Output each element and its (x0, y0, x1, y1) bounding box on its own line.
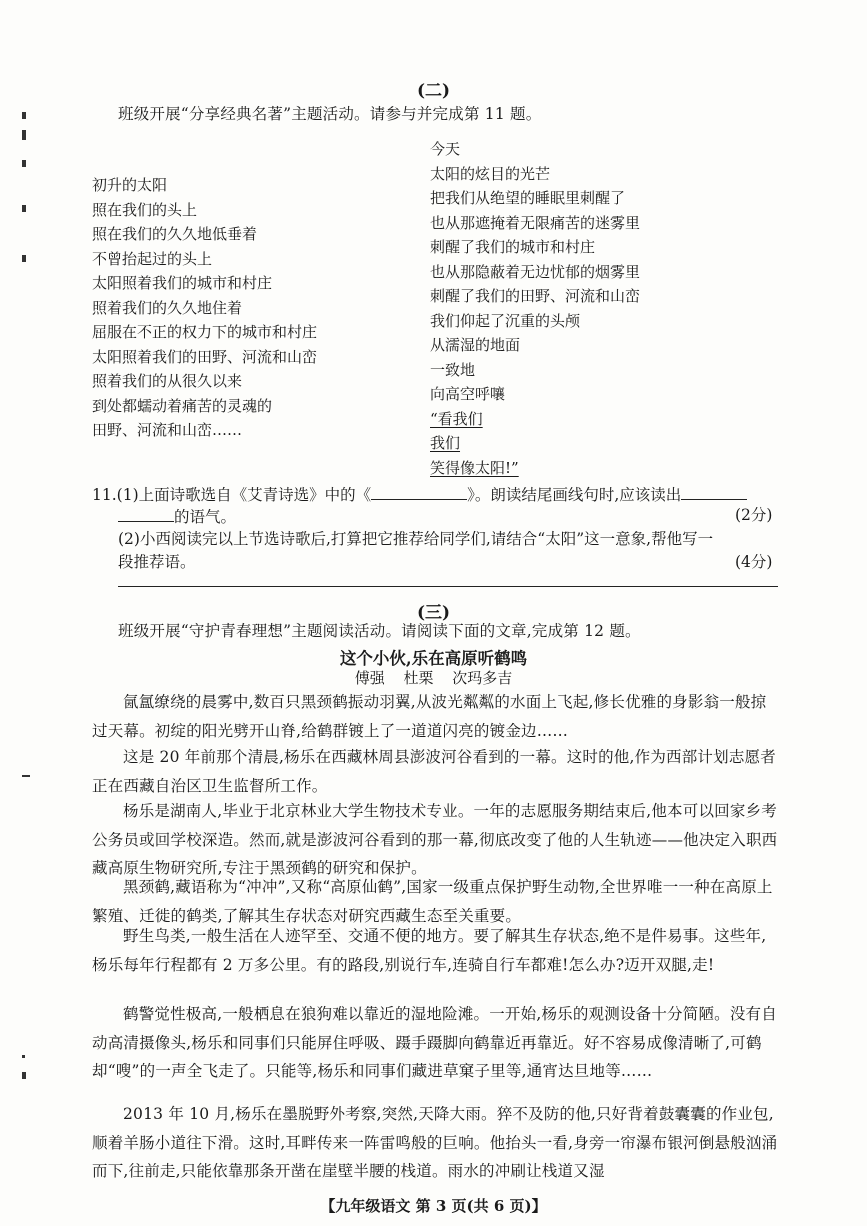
article-paragraph (92, 688, 782, 745)
question-number: 11. (92, 486, 117, 504)
poem-line: 也从那遮掩着无限痛苦的迷雾里 (430, 213, 641, 232)
answer-blank[interactable] (681, 481, 747, 500)
question-text: 的语气。 (174, 508, 237, 526)
question-11-part2: (2)小西阅读完以上节选诗歌后,打算把它推荐给同学们,请结合“太阳”这一意象,帮他写一 (118, 530, 714, 548)
poem-line: 照在我们的头上 (92, 200, 198, 219)
poem-line: 初升的太阳 (92, 176, 168, 194)
margin-mark (22, 160, 26, 167)
article-paragraph (92, 1100, 782, 1184)
poem-line: 田野、河流和山峦…… (92, 421, 243, 439)
paragraph-text: 这是 20 年前那个清晨,杨乐在西藏林周县澎波河谷看到的一幕。这时的他,作为西部计划志愿者正在西藏自治区卫生监督所工作。 (92, 748, 776, 795)
score-label: (4分) (735, 553, 773, 571)
poem-line: 屈服在不正的权力下的城市和村庄 (92, 323, 318, 341)
poem-line: 照在我们的久久地低垂着 (92, 225, 258, 243)
poem-line: 一致地 (430, 360, 476, 379)
poem-line: 太阳的炫目的光芒 (430, 164, 551, 183)
paragraph-text: 2013 年 10 月,杨乐在墨脱野外考察,突然,天降大雨。猝不及防的他,只好背着鼓囊囊的作业包,顺着羊肠小道往下滑。这时,耳畔传来一阵雷鸣般的巨响。他抬头一看,身旁一帘瀑布银河倒悬般汹涌而下,往前走,只能依靠那条开凿在崖壁半腰的栈道。雨水的冲刷让栈道又湿 (92, 1105, 778, 1181)
paragraph-text: 杨乐是湖南人,毕业于北京林业大学生物技术专业。一年的志愿服务期结束后,他本可以回家乡考公务员或回学校深造。然而,就是澎波河谷看到的那一幕,彻底改变了他的人生轨迹——他决定入职西藏高原生物研究所,专注于黑颈鹤的研究和保护。 (92, 802, 778, 878)
poem-line: 也从那隐蔽着无边忧郁的烟雾里 (430, 262, 641, 281)
poem-line: 刺醒了我们的城市和村庄 (430, 238, 596, 256)
answer-blank[interactable] (118, 503, 174, 522)
margin-mark (22, 205, 26, 212)
section-heading: (二) (416, 81, 451, 101)
section-intro: 班级开展“守护青春理想”主题阅读活动。请阅读下面的文章,完成第 12 题。 (118, 622, 641, 640)
poem-line-underlined: 笑得像太阳!” (430, 458, 519, 477)
question-text: (1)上面诗歌选自《艾青诗选》中的《 (116, 486, 372, 504)
poem-line: 我们仰起了沉重的头颅 (430, 311, 581, 330)
article-authors: 傅强 杜栗 次玛多吉 (354, 669, 513, 687)
paragraph-text: 鹤警觉性极高,一般栖息在狼狗难以靠近的湿地险滩。一开始,杨乐的观测设备十分简陋。没有自动高清摄像头,杨乐和同事们只能屏住呼吸、蹑手蹑脚向鹤靠近再靠近。好不容易成像清晰了,可鹤却“嗖”的一声全飞走了。只能等,杨乐和同事们藏进草窠子里等,通宵达旦地等…… (92, 1005, 777, 1081)
poem-line: 到处都蠕动着痛苦的灵魂的 (92, 396, 273, 415)
question-11-part1 (92, 481, 747, 505)
poem-line: 不曾抬起过的头上 (92, 249, 213, 268)
paragraph-text: 黑颈鹤,藏语称为“冲冲”,又称“高原仙鹤”,国家一级重点保护野生动物,全世界唯一一种在高原上繁殖、迁徙的鹤类,了解其生存状态对研究西藏生态至关重要。 (92, 878, 773, 925)
article-title: 这个小伙,乐在高原听鹤鸣 (339, 649, 528, 668)
poem-line: 刺醒了我们的田野、河流和山峦 (430, 287, 641, 305)
paragraph-text: 野生鸟类,一般生活在人迹罕至、交通不便的地方。要了解其生存状态,绝不是件易事。这些年,杨乐每年行程都有 2 万多公里。有的路段,别说行车,连骑自行车都难!怎么办?迈开双腿,走! (92, 927, 767, 974)
margin-mark (22, 1072, 26, 1079)
margin-mark (22, 112, 26, 119)
score-label: (2分) (735, 506, 773, 524)
answer-blank[interactable] (371, 481, 467, 500)
poem-line: 照着我们的从很久以来 (92, 372, 243, 390)
margin-mark (22, 1055, 25, 1058)
poem-line-underlined: “看我们 (430, 409, 483, 428)
poem-line: 太阳照着我们的城市和村庄 (92, 274, 273, 292)
poem-left (92, 173, 317, 443)
section-heading: (三) (416, 603, 451, 623)
paragraph-text: 氤氲缭绕的晨雾中,数百只黑颈鹤振动羽翼,从波光粼粼的水面上飞起,修长优雅的身影翁一般掠过天幕。初绽的阳光劈开山脊,给鹤群镀上了一道道闪亮的镀金边…… (92, 693, 767, 740)
question-11-part1-cont (118, 503, 236, 527)
poem-line: 太阳照着我们的田野、河流和山峦 (92, 347, 318, 366)
section-intro: 班级开展“分享经典名著”主题活动。请参与并完成第 11 题。 (118, 105, 542, 123)
article-paragraph (92, 743, 782, 800)
poem-right (430, 137, 640, 480)
margin-mark (22, 255, 26, 262)
poem-line: 向高空呼嚷 (430, 385, 506, 403)
margin-mark (22, 775, 30, 777)
poem-line: 照着我们的久久地住着 (92, 298, 243, 317)
poem-line: 今天 (430, 140, 461, 158)
poem-line: 把我们从绝望的睡眠里刺醒了 (430, 189, 626, 207)
article-paragraph (92, 922, 782, 979)
article-paragraph (92, 797, 782, 883)
poem-line-underlined: 我们 (430, 434, 461, 452)
question-11-part2-cont: 段推荐语。 (118, 553, 196, 571)
question-text: 》。朗读结尾画线句时,应该读出 (467, 486, 682, 504)
margin-mark (22, 130, 26, 140)
article-paragraph (92, 1000, 782, 1086)
answer-line[interactable] (118, 586, 778, 587)
poem-line: 从濡湿的地面 (430, 336, 521, 354)
page-footer: 【九年级语文 第 3 页(共 6 页)】 (320, 1197, 547, 1215)
